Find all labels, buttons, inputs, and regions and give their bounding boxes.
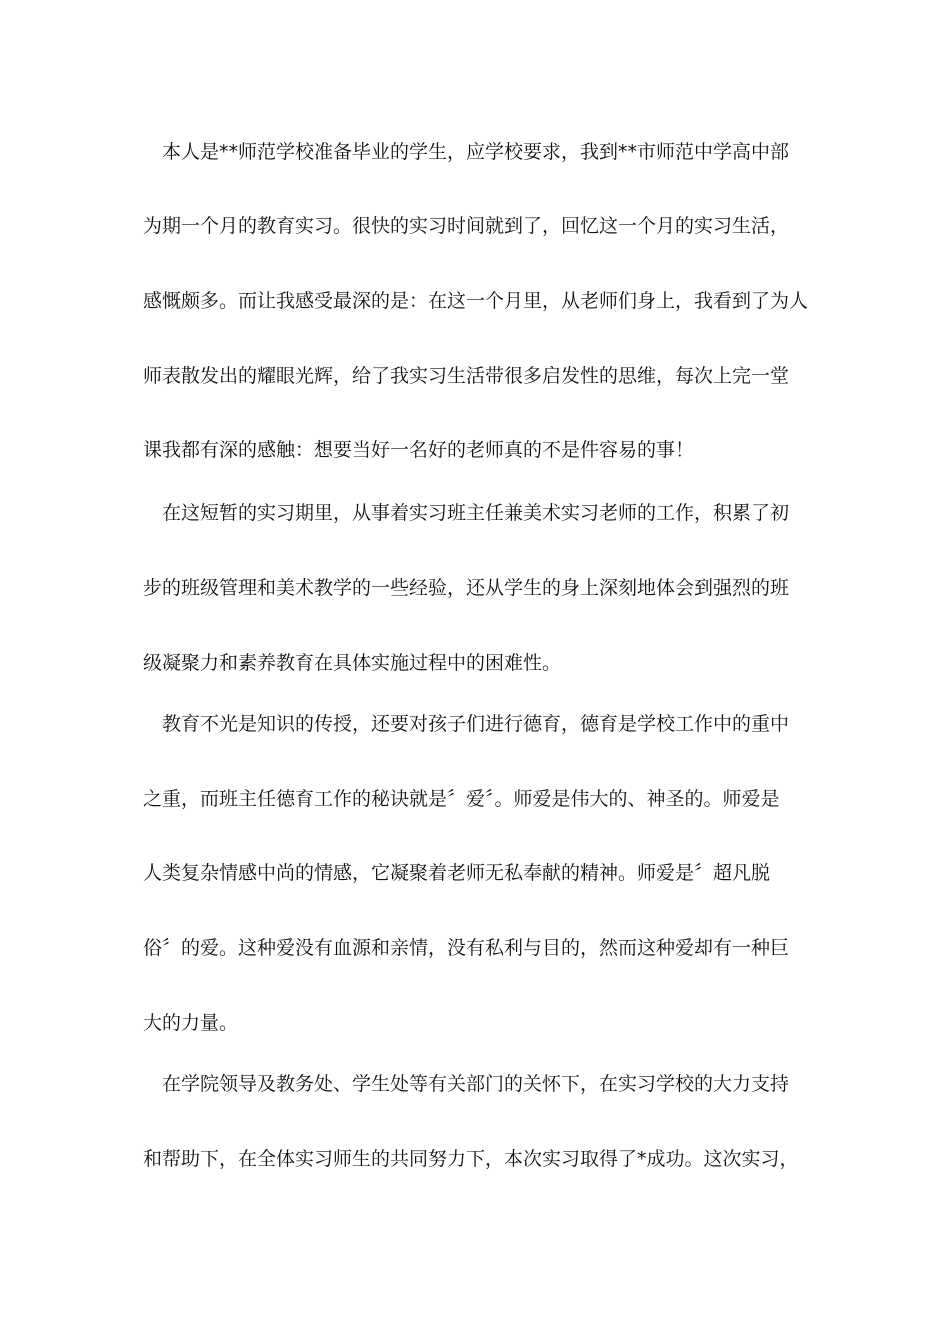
text-line: 师表散发出的耀眼光辉，给了我实习生活带很多启发性的思维，每次上完一堂 [143,365,790,387]
text-line: 和帮助下，在全体实习师生的共同努力下，本次实习取得了*成功。这次实习， [143,1148,799,1170]
text-line: 大的力量。 [143,1012,239,1034]
text-line: 人类复杂情感中尚的情感，它凝聚着老师无私奉献的精神。师爱是〞超凡脱 [143,862,771,884]
text-line: 感慨颇多。而让我感受最深的是：在这一个月里，从老师们身上，我看到了为人 [143,290,809,312]
text-line: 之重，而班主任德育工作的秘诀就是〞爱〞。师爱是伟大的、神圣的。师爱是 [143,788,780,810]
text-line: 课我都有深的感触：想要当好一名好的老师真的不是件容易的事！ [143,439,695,461]
text-line: 在学院领导及教务处、学生处等有关部门的关怀下，在实习学校的大力支持 [143,1073,790,1095]
text-line: 级凝聚力和素养教育在具体实施过程中的困难性。 [143,652,562,674]
text-line: 教育不光是知识的传授，还要对孩子们进行德育，德育是学校工作中的重中 [143,713,790,735]
text-line: 俗〞的爱。这种爱没有血源和亲情，没有私利与目的，然而这种爱却有一种巨 [143,937,790,959]
text-line: 为期一个月的教育实习。很快的实习时间就到了，回忆这一个月的实习生活， [143,215,790,237]
text-line: 步的班级管理和美术教学的一些经验，还从学生的身上深刻地体会到强烈的班 [143,577,790,599]
text-line: 在这短暂的实习期里，从事着实习班主任兼美术实习老师的工作，积累了初 [143,502,790,524]
text-line: 本人是**师范学校准备毕业的学生，应学校要求，我到**市师范中学高中部 [143,141,790,163]
